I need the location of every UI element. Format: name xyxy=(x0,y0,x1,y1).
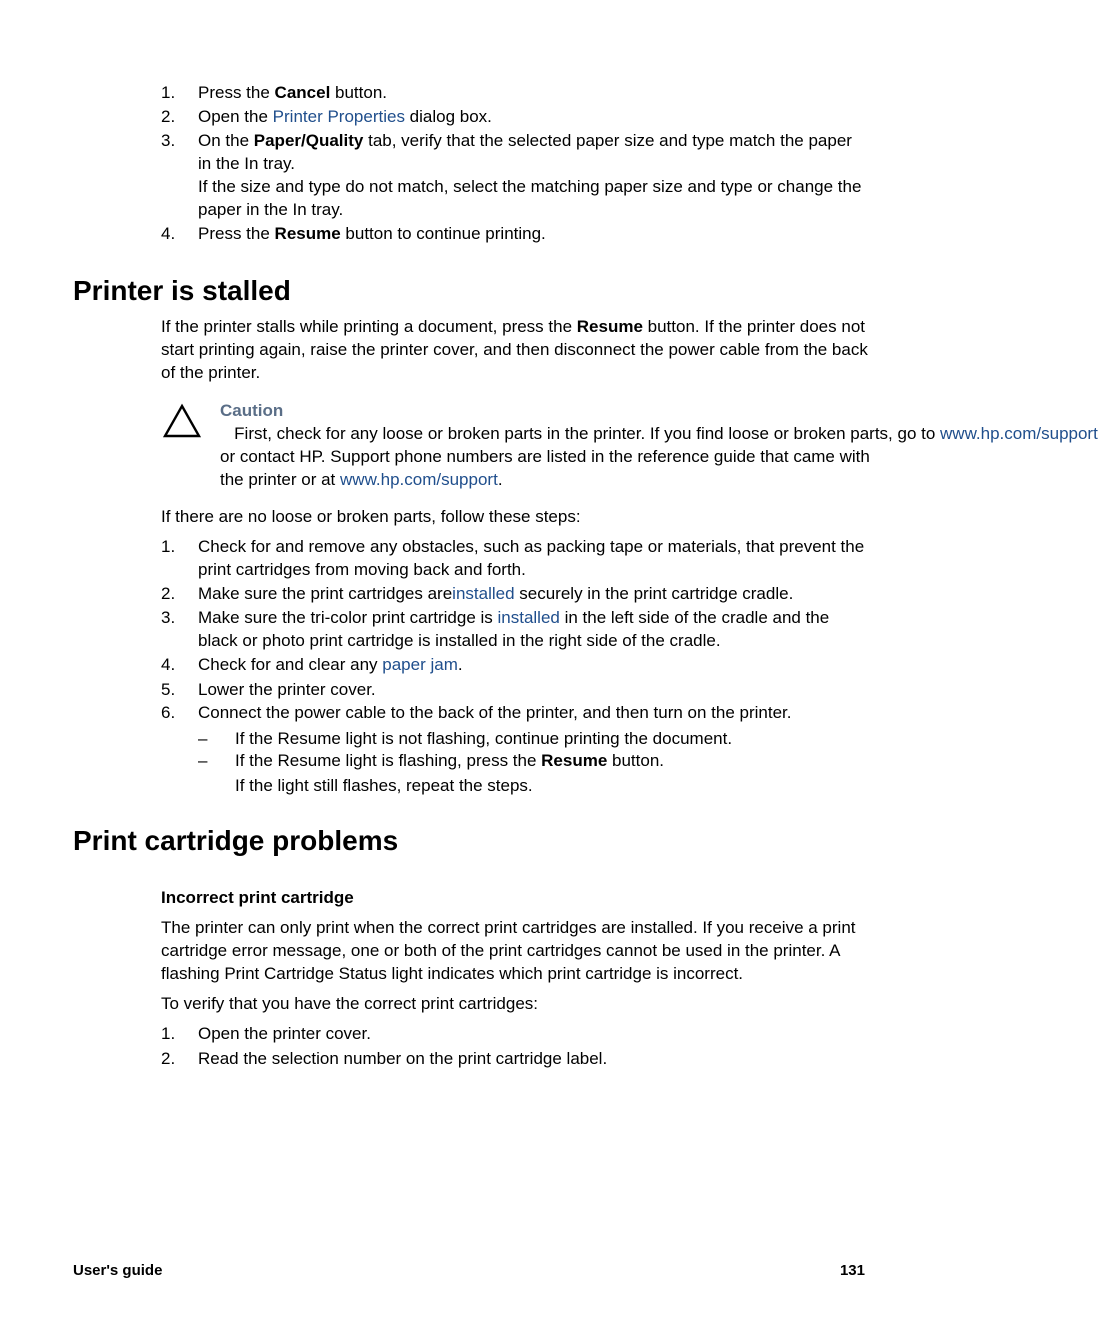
step-number: 1. xyxy=(161,537,176,556)
cartridge-intro: The printer can only print when the correct print cartridges are installed. If you receive a print cartridge error message, one or both of the print cartridges cannot be used in the printer. A flashing Print Cartridge Status light indicates which print cartridge is incorrect. xyxy=(161,918,856,983)
hp-support-link[interactable]: www.hp.com/support xyxy=(340,470,498,489)
list-item: 1. Press the Cancel button. xyxy=(161,83,388,102)
caution-label: Caution xyxy=(220,401,284,420)
step-number: 1. xyxy=(161,83,176,102)
list-item: – If the Resume light is flashing, press the Resume button. If the light still flashes, repeat the steps. xyxy=(0,749,875,797)
installed-link[interactable]: installed xyxy=(452,584,515,603)
caution-note: Caution First, check for any loose or broken parts in the printer. If you find loose or broken parts, go to www.hp.com/support or contact HP. Support phone numbers are listed in the reference guide that came with the printer or at www.hp.com/support. xyxy=(220,401,1098,489)
list-item: 5. Lower the printer cover. xyxy=(161,680,376,699)
cancel-button-ref: Cancel xyxy=(274,83,331,102)
stalled-intro: If the printer stalls while printing a document, press the Resume button. If the printer does not start printing again, raise the printer cover, and then disconnect the power cable from the back of the printer. xyxy=(161,317,868,382)
cartridge-verify: To verify that you have the correct print cartridges: xyxy=(161,994,539,1013)
stalled-substeps-list xyxy=(0,727,954,797)
step-number: 3. xyxy=(161,608,176,627)
printer-properties-link[interactable]: Printer Properties xyxy=(272,107,405,126)
step-number: 1. xyxy=(161,1024,176,1043)
list-item: 2. Make sure the print cartridges areinstalled securely in the print cartridge cradle. xyxy=(161,584,794,603)
step-number: 3. xyxy=(161,131,176,150)
list-item: 3. Make sure the tri-color print cartridge is installed in the left side of the cradle and the black or photo print cartridge is installed in the right side of the cradle. xyxy=(161,608,830,650)
cartridge-steps-list xyxy=(0,1022,954,1070)
top-steps-list xyxy=(0,81,954,245)
list-item: 4. Check for and clear any paper jam. xyxy=(161,655,463,674)
step-number: 6. xyxy=(161,703,176,722)
paper-jam-link[interactable]: paper jam xyxy=(382,655,458,674)
stalled-followup: If there are no loose or broken parts, follow these steps: xyxy=(161,507,581,526)
substep-note: If the light still flashes, repeat the steps. xyxy=(235,776,533,795)
list-item: 4. Press the Resume button to continue printing. xyxy=(161,224,546,243)
list-item: 1. Open the printer cover. xyxy=(161,1024,371,1043)
step-number: 4. xyxy=(161,224,176,243)
warning-triangle-icon xyxy=(162,403,202,439)
step-note: If the size and type do not match, select the matching paper size and type or change the paper in the In tray. xyxy=(198,177,862,219)
installed-link[interactable]: installed xyxy=(497,608,560,627)
step-number: 5. xyxy=(161,680,176,699)
list-item: 1. Check for and remove any obstacles, such as packing tape or materials, that prevent the print cartridges from moving back and forth. xyxy=(161,537,865,579)
list-item: 2. Read the selection number on the print cartridge label. xyxy=(161,1049,608,1068)
step-number: 2. xyxy=(161,584,176,603)
section-heading-cartridge-problems: Print cartridge problems xyxy=(73,825,399,856)
stalled-steps-list xyxy=(0,535,954,724)
section-heading-printer-stalled: Printer is stalled xyxy=(73,275,291,306)
step-number: 2. xyxy=(161,1049,176,1068)
hp-support-link[interactable]: www.hp.com/support xyxy=(940,424,1098,443)
list-item: 3. On the Paper/Quality tab, verify that the selected paper size and type match the paper in the In tray. If the size and type do not match, select the matching paper size and type or change the paper in the In tray. xyxy=(161,131,862,219)
step-number: 4. xyxy=(161,655,176,674)
list-item: 6. Connect the power cable to the back of the printer, and then turn on the printer. xyxy=(161,703,792,722)
page-number: 131 xyxy=(839,1262,865,1279)
step-number: 2. xyxy=(161,107,176,126)
list-item: 2. Open the Printer Properties dialog box. xyxy=(161,107,492,126)
subheading-incorrect-cartridge: Incorrect print cartridge xyxy=(161,888,354,907)
list-item: – If the Resume light is not flashing, continue printing the document. xyxy=(198,729,733,748)
footer-title: User's guide xyxy=(73,1262,163,1279)
